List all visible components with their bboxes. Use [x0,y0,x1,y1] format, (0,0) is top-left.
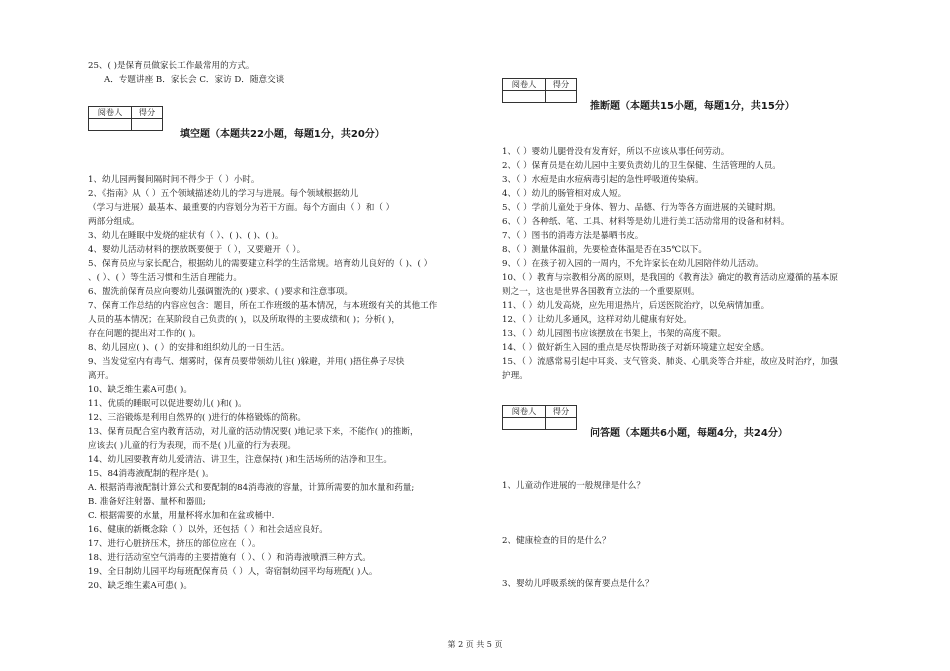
question-line: 存在问题的提出对工作的( )。 [88,329,201,339]
question-line: 17、进行心脏挤压术，挤压的部位应在（ ）。 [88,539,261,549]
question-line: 2、《指南》从（ ）五个领域描述幼儿的学习与进展。每个领域根据幼儿 [88,189,359,199]
question-line: 14、幼儿园要教育幼儿爱清洁、讲卫生，注意保持( )和生活场所的洁净和卫生。 [88,455,392,465]
judge-question-line: 7、（ ）图书的消毒方法是暴晒书皮。 [502,231,644,241]
fill-score-box [88,106,163,131]
judge-question-line: 4、（ ）幼儿的肠管相对成人短。 [502,189,627,199]
question-line: 应该去( )儿童的行为表现，而不是( )儿童的行为表现。 [88,441,296,451]
question-line: 19、全日制幼儿园平均每班配保育员（ ）人，寄宿制幼园平均每班配( )人。 [88,567,378,577]
score-cell [546,91,577,103]
reviewer-label: 阅卷人 [89,107,132,119]
score-label: 得分 [546,79,577,91]
fill-section-title: 填空题（本题共22小题，每题1分，共20分） [180,129,385,140]
judge-question-line: 8、（ ）测量体温前，先要检查体温是否在35℃以下。 [502,245,707,255]
question-line: 1、幼儿园两餐间隔时间不得少于（ ）小时。 [88,175,260,185]
question-line: 7、保育工作总结的内容应包含：题目，所在工作班级的基本情况，与本班级有关的其他工作 [88,301,438,311]
judge-section-title: 推断题（本题共15小题，每题1分，共15分） [590,101,795,112]
question-line: 12、三浴锻炼是利用自然界的( )进行的体格锻炼的简称。 [88,413,307,423]
judge-question-line: 14、（ ）做好新生入园的重点是尽快帮助孩子对新环境建立起安全感。 [502,343,770,353]
judge-question-line: 护理。 [502,371,528,381]
reviewer-cell [503,418,546,430]
reviewer-cell [89,119,132,131]
question-line: 16、健康的新概念除（ ）以外，还包括（ ）和社会适应良好。 [88,525,328,535]
question-line: 、( ）、( ）等生活习惯和生活自理能力。 [88,273,242,283]
question-line: 人员的基本情况；在某阶段自己负责的( )，以及所取得的主要成绩和( )；分析( )， [88,315,400,325]
score-cell [132,119,163,131]
question-25-options: A．专题讲座 B．家长会 C．家访 D．随意交谈 [104,75,285,85]
question-line: 两部分组成。 [88,217,140,227]
judge-question-line: 15、（ ）流感常易引起中耳炎、支气管炎、肺炎、心肌炎等合并症，故应及时治疗，加强 [502,357,838,367]
question-line: 5、保育员应与家长配合，根据幼儿的需要建立科学的生活常规。培育幼儿良好的（ )、( ） [88,259,433,269]
judge-question-line: 12、（ ）让幼儿多通风，这样对幼儿健康有好处。 [502,315,692,325]
question-line: 11、优质的睡眠可以促进婴幼儿( )和( )。 [88,399,247,409]
judge-question-line: 则之一，这也是世界各国教育立法的一个重要原则。 [502,287,700,297]
judge-question-line: 2、（ ）保育员是在幼儿园中主要负责幼儿的卫生保健、生活管理的人员。 [502,161,781,171]
score-label: 得分 [132,107,163,119]
question-line: 6、盥洗前保育员应向婴幼儿强调盥洗的( )要求、( )要求和注意事项。 [88,287,353,297]
score-label: 得分 [546,406,577,418]
question-line: 13、保育员配合室内教育活动，对儿童的活动情况要( )地记录下来，不能作( )的推断， [88,427,419,437]
page-footer: 第 2 页 共 5 页 [447,640,503,649]
reviewer-cell [503,91,546,103]
qa-question-line: 1、儿童动作进展的一般规律是什么？ [502,481,645,491]
question-line: B. 准备好注射器、量杯和器皿; [88,497,206,507]
question-line: 8、幼儿园应( )、( ）的安排和组织幼儿的一日生活。 [88,343,290,353]
question-line: 3、幼儿在睡眠中发烧的症状有（ ）、( )、( )、( )。 [88,231,284,241]
judge-question-line: 11、（ ）幼儿发高烧，应先用退热片，后送医院治疗，以免病情加重。 [502,301,770,311]
score-cell [546,418,577,430]
reviewer-label: 阅卷人 [503,79,546,91]
judge-question-line: 9、（ ）在孩子初入园的一周内，不允许家长在幼儿园陪伴幼儿活动。 [502,259,764,269]
judge-question-line: 10、（ ）教育与宗教相分离的原则，是我国的《教育法》确定的教育活动应遵循的基本原 [502,273,838,283]
qa-question-line: 2、健康检查的目的是什么？ [502,536,611,546]
qa-section-title: 问答题（本题共6小题，每题4分，共24分） [590,428,788,439]
question-line: 10、缺乏维生素A可患( )。 [88,385,192,395]
judge-score-box [502,78,577,103]
qa-score-box [502,405,577,430]
question-line: 9、当发觉室内有毒气、烟雾时，保育员要带领幼儿往( )躲避，并用( )捂住鼻子尽快 [88,357,405,367]
judge-question-line: 1、（ ）婴幼儿腿骨没有发育好，所以不应该从事任何劳动。 [502,147,730,157]
question-line: 离开。 [88,371,114,381]
question-line: 20、缺乏维生素A可患( )。 [88,581,192,591]
judge-question-line: 6、（ ）各种纸、笔、工具、材料等是幼儿进行美工活动常用的设备和材料。 [502,217,790,227]
question-line: A. 根据消毒液配制计算公式和要配制的84消毒液的容量，计算所需要的加水量和药量; [88,483,415,493]
question-line: C. 根据需要的水量，用量杯将水加和在盆或桶中. [88,511,275,521]
question-25: 25、( )是保育员做家长工作最常用的方式。 [88,61,255,71]
judge-question-line: 3、（ ）水痘是由水痘病毒引起的急性呼吸道传染病。 [502,175,704,185]
question-line: 15、84消毒液配制的程序是( )。 [88,469,214,479]
judge-question-line: 13、（ ）幼儿园图书应该摆放在书架上，书架的高度不限。 [502,329,727,339]
qa-question-line: 3、婴幼儿呼吸系统的保育要点是什么？ [502,579,654,589]
question-line: （学习与进展）最基本、最重要的内容划分为若干方面。每个方面由（ ）和（ ） [88,203,395,213]
question-line: 4、婴幼儿活动材料的摆放既要便于（ ），又要避开（ ）。 [88,245,306,255]
reviewer-label: 阅卷人 [503,406,546,418]
judge-question-line: 5、（ ）学前儿童处于身体、智力、品德、行为等各方面进展的关键时期。 [502,203,781,213]
question-line: 18、进行活动室空气消毒的主要措施有（ ）、（ ）和消毒液喷洒三种方式。 [88,553,371,563]
